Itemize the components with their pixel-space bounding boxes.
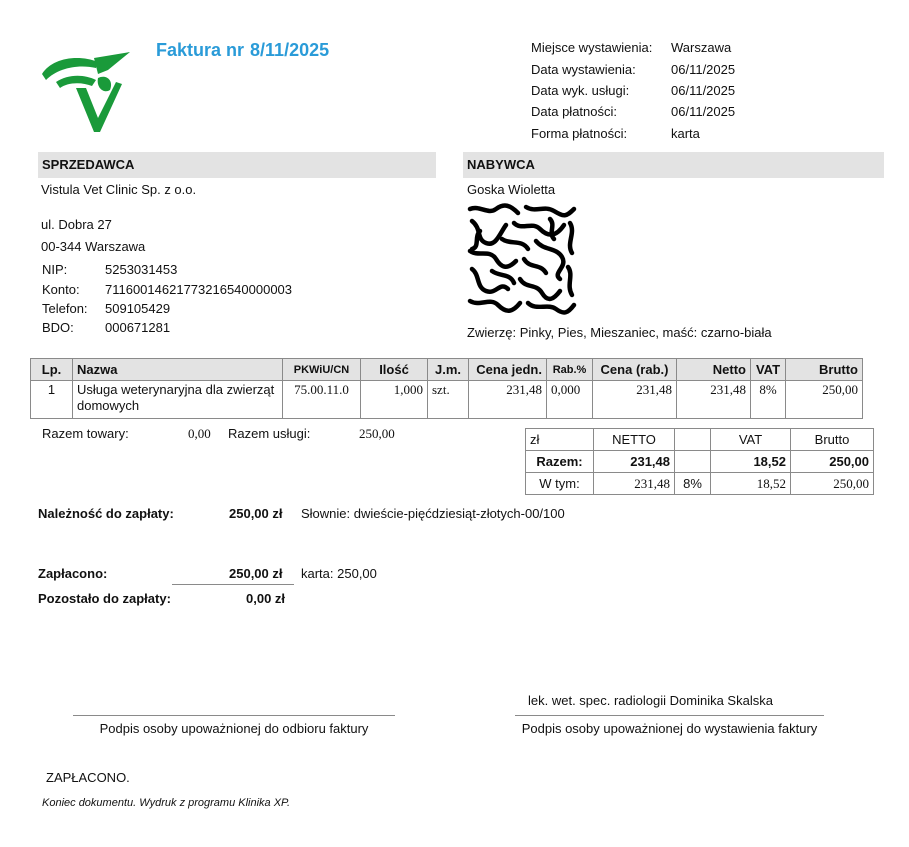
summary-header: Brutto xyxy=(791,429,874,451)
summary-total-vat: 18,52 xyxy=(711,451,791,473)
seller-name: Vistula Vet Clinic Sp. z o.o. xyxy=(41,182,197,197)
meta-value: 06/11/2025 xyxy=(671,62,736,77)
amount-due-value: 250,00 zł xyxy=(229,506,283,521)
meta-service-date xyxy=(531,83,791,103)
col-header: Netto xyxy=(677,359,751,381)
services-total-label: Razem usługi: xyxy=(228,426,311,441)
invoice-number: 8/11/2025 xyxy=(250,40,330,60)
col-header: PKWiU/CN xyxy=(283,359,361,381)
receiver-signature-caption: Podpis osoby upoważnionej do odbioru faktury xyxy=(99,721,369,736)
goods-total-label: Razem towary: xyxy=(42,426,129,441)
cell-discount: 0,000 xyxy=(547,381,593,419)
paid-underline xyxy=(172,584,294,585)
summary-total-rate xyxy=(675,451,711,473)
meta-label: Data płatności: xyxy=(531,104,617,119)
goods-total-value: 0,00 xyxy=(188,426,211,441)
summary-breakdown-net: 231,48 xyxy=(594,473,675,495)
vat-summary-table xyxy=(525,428,874,495)
meta-place xyxy=(531,40,791,60)
invoice-title xyxy=(156,40,329,61)
remaining-label: Pozostało do zapłaty: xyxy=(38,591,171,606)
clinic-logo-icon xyxy=(38,44,134,134)
field-label: NIP: xyxy=(42,262,68,277)
paid-method: karta: 250,00 xyxy=(301,566,377,581)
col-header: Ilość xyxy=(361,359,428,381)
cell-net: 231,48 xyxy=(677,381,751,419)
table-row xyxy=(31,381,863,419)
summary-breakdown-rate: 8% xyxy=(675,473,711,495)
meta-issue-date xyxy=(531,62,791,82)
field-value: 000671281 xyxy=(105,320,171,335)
field-value: 509105429 xyxy=(105,301,171,316)
seller-heading: SPRZEDAWCA xyxy=(38,152,436,178)
invoice-title-prefix: Faktura nr xyxy=(156,40,245,60)
issuer-name: lek. wet. spec. radiologii Dominika Skalska xyxy=(528,693,773,708)
seller-street: ul. Dobra 27 xyxy=(41,217,112,232)
services-total-value: 250,00 xyxy=(359,426,395,441)
seller-city: 00-344 Warszawa xyxy=(41,239,146,254)
meta-label: Miejsce wystawienia: xyxy=(531,40,653,55)
col-header: Nazwa xyxy=(73,359,283,381)
buyer-animal: Zwierzę: Pinky, Pies, Mieszaniec, maść: czarno-biała xyxy=(467,325,772,340)
summary-header-row xyxy=(526,429,874,451)
summary-header: NETTO xyxy=(594,429,675,451)
summary-total-label: Razem: xyxy=(526,451,594,473)
field-label: Telefon: xyxy=(42,301,88,316)
cell-price-discounted: 231,48 xyxy=(593,381,677,419)
meta-label: Data wystawienia: xyxy=(531,62,636,77)
summary-breakdown-gross: 250,00 xyxy=(791,473,874,495)
buyer-name: Goska Wioletta xyxy=(467,182,556,197)
summary-total-gross: 250,00 xyxy=(791,451,874,473)
col-header: Cena jedn. xyxy=(469,359,547,381)
cell-vat: 8% xyxy=(751,381,786,419)
cell-pkwiu: 75.00.11.0 xyxy=(283,381,361,419)
cell-unit: szt. xyxy=(428,381,469,419)
meta-value: Warszawa xyxy=(671,40,732,55)
col-header: J.m. xyxy=(428,359,469,381)
field-value: 71160014621773216540000003 xyxy=(105,282,293,297)
field-label: Konto: xyxy=(42,282,80,297)
meta-payment-method xyxy=(531,126,791,146)
cell-qty: 1,000 xyxy=(361,381,428,419)
paid-label: Zapłacono: xyxy=(38,566,108,581)
col-header: VAT xyxy=(751,359,786,381)
cell-lp: 1 xyxy=(31,381,73,419)
document-footer: Koniec dokumentu. Wydruk z programu Klinika XP. xyxy=(42,797,291,809)
receiver-signature-line xyxy=(73,715,395,716)
summary-breakdown-row xyxy=(526,473,874,495)
col-header: Rab.% xyxy=(547,359,593,381)
cell-price: 231,48 xyxy=(469,381,547,419)
col-header: Cena (rab.) xyxy=(593,359,677,381)
cell-gross: 250,00 xyxy=(786,381,863,419)
summary-header: VAT xyxy=(711,429,791,451)
meta-value: 06/11/2025 xyxy=(671,83,736,98)
meta-payment-date xyxy=(531,104,791,124)
summary-total-net: 231,48 xyxy=(594,451,675,473)
meta-value: karta xyxy=(671,126,700,141)
payment-status: ZAPŁACONO. xyxy=(46,770,130,785)
buyer-heading: NABYWCA xyxy=(463,152,884,178)
issuer-signature-line xyxy=(515,715,824,716)
items-table xyxy=(30,358,863,419)
summary-total-row xyxy=(526,451,874,473)
meta-label: Data wyk. usługi: xyxy=(531,83,630,98)
field-label: BDO: xyxy=(42,320,74,335)
field-value: 5253031453 xyxy=(105,262,178,277)
issuer-signature-caption: Podpis osoby upoważnionej do wystawienia faktury xyxy=(521,721,818,736)
remaining-value: 0,00 zł xyxy=(246,591,286,606)
paid-value: 250,00 zł xyxy=(229,566,283,581)
amount-due-words: Słownie: dwieście-pięćdziesiąt-złotych-00/100 xyxy=(301,506,565,521)
items-header-row xyxy=(31,359,863,381)
summary-header: zł xyxy=(526,429,594,451)
col-header: Brutto xyxy=(786,359,863,381)
meta-value: 06/11/2025 xyxy=(671,104,736,119)
summary-header xyxy=(675,429,711,451)
summary-breakdown-vat: 18,52 xyxy=(711,473,791,495)
amount-due-label: Należność do zapłaty: xyxy=(38,506,174,521)
summary-breakdown-label: W tym: xyxy=(526,473,594,495)
cell-name: Usługa weterynaryjna dla zwierząt domowych xyxy=(73,381,283,419)
meta-label: Forma płatności: xyxy=(531,126,628,141)
qr-code-icon xyxy=(466,203,578,315)
col-header: Lp. xyxy=(31,359,73,381)
